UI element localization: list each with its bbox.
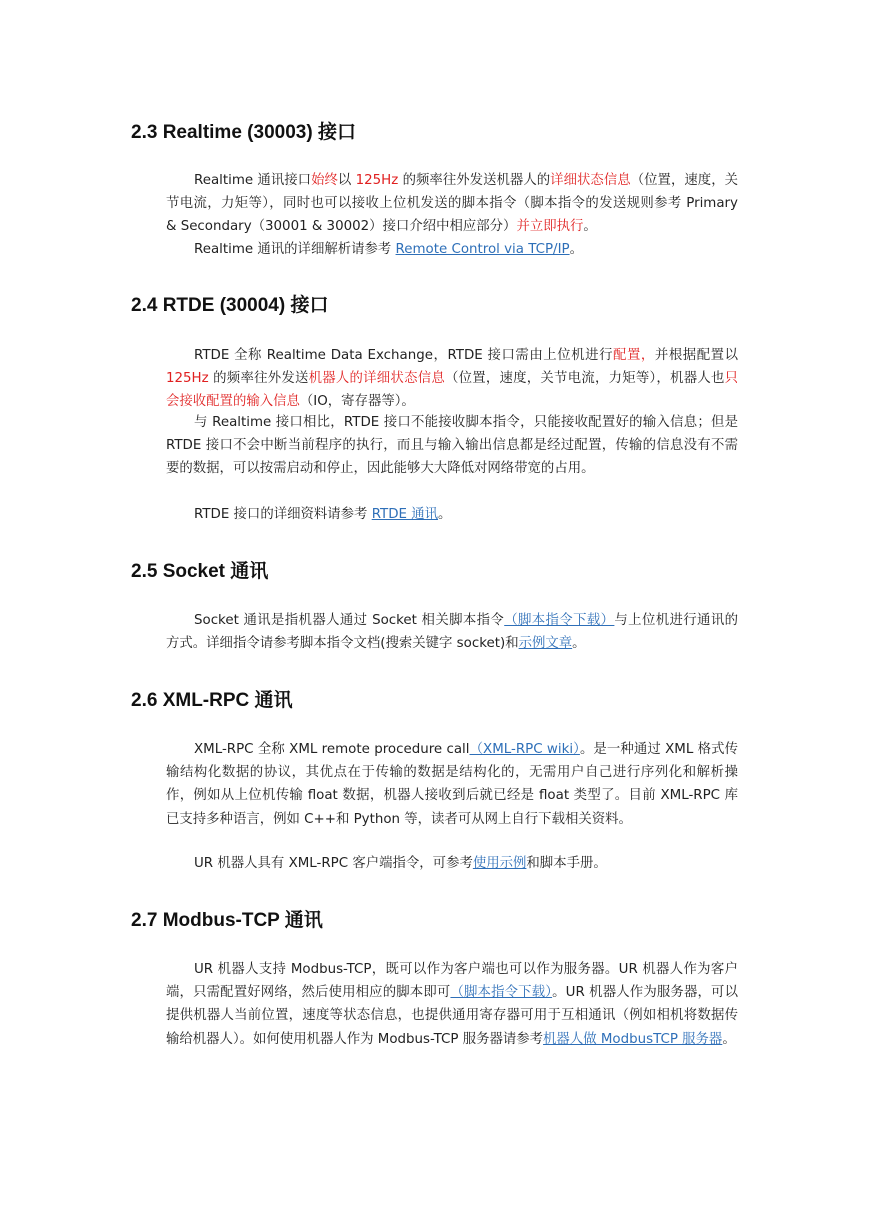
paragraph	[166, 169, 738, 239]
paragraph-text: （IO，寄存器等）。	[299, 394, 415, 410]
paragraph	[166, 503, 738, 526]
paragraph	[166, 958, 738, 1051]
inline-link[interactable]: （脚本指令下载）	[450, 985, 553, 1001]
highlighted-text: 125Hz	[355, 173, 399, 188]
section-heading: 2.5 Socket 通讯	[131, 561, 269, 582]
paragraph-text: 与上位机进行通讯的方式。详细指令请参考脚本指令文档(搜索关键字 socket)和	[166, 613, 738, 652]
paragraph-text: 和脚本手册。	[526, 856, 607, 871]
paragraph-text: UR 机器人具有 XML-RPC 客户端指令，可参考	[194, 856, 473, 871]
paragraph-text: 以	[337, 173, 356, 188]
inline-link[interactable]: （XML-RPC wiki）	[469, 742, 580, 757]
inline-link[interactable]: 机器人做 ModbusTCP 服务器	[543, 1031, 723, 1047]
paragraph-text: 的频率往外发送	[208, 371, 309, 387]
paragraph-text: （位置，速度，关节电流，力矩等），同时也可以接收上位机发送的脚本指令（脚本指令的发送规则参考 Primary & Secondary（30001 & 30002）接口介绍中相应部分）	[166, 173, 738, 235]
paragraph-text: UR 机器人支持 Modbus-TCP，既可以作为客户端也可以作为服务器。UR 机器人作为客户端，只需配置好网络，然后使用相应的脚本即可	[166, 962, 738, 1001]
section-heading: 2.4 RTDE (30004) 接口	[131, 295, 329, 316]
paragraph-text: RTDE 全称 Realtime Data Exchange，RTDE 接口需由上位机进行	[194, 348, 614, 363]
paragraph	[166, 738, 738, 831]
paragraph	[166, 238, 738, 261]
inline-link[interactable]: （脚本指令下载）	[504, 613, 615, 628]
paragraph	[166, 609, 738, 655]
paragraph-text: 并根据配置以	[654, 348, 739, 363]
paragraph-text: XML-RPC 全称 XML remote procedure call	[194, 742, 470, 757]
highlighted-text: 125Hz	[166, 371, 209, 387]
section-heading: 2.7 Modbus-TCP 通讯	[131, 910, 323, 931]
inline-link[interactable]: 示例文章	[518, 636, 573, 652]
paragraph	[166, 344, 738, 414]
paragraph-text: 。UR 机器人作为服务器，可以提供机器人当前位置，速度等状态信息，也提供通用寄存器可用于互相通讯（例如相机将数据传输给机器人）。如何使用机器人作为 Modbus-TCP 服务器请参考	[166, 985, 738, 1047]
paragraph-text: 。	[722, 1031, 736, 1047]
inline-link[interactable]: RTDE 通讯	[371, 507, 439, 522]
paragraph	[166, 852, 738, 875]
paragraph-text: Realtime 通讯的详细解析请参考	[194, 242, 396, 257]
inline-link[interactable]: Remote Control via TCP/IP	[395, 242, 570, 257]
paragraph-text: 。	[569, 242, 583, 257]
paragraph-text: 与 Realtime 接口相比，RTDE 接口不能接收脚本指令，只能接收配置好的输入信息；但是 RTDE 接口不会中断当前程序的执行，而且与输入输出信息都是经过配置，传输的信息没有不需要的数据，可以按需启动和停止，因此能够大大降低对网络带宽的占用。	[166, 415, 738, 477]
paragraph-text: 。	[438, 507, 452, 522]
highlighted-text: 配置，	[613, 348, 655, 363]
section-heading: 2.3 Realtime (30003) 接口	[131, 122, 356, 143]
highlighted-text: 始终	[311, 173, 338, 188]
paragraph	[166, 411, 738, 481]
inline-link[interactable]: 使用示例	[472, 856, 527, 871]
section-heading: 2.6 XML-RPC 通讯	[131, 690, 293, 711]
paragraph-text: RTDE 接口的详细资料请参考	[194, 507, 372, 522]
paragraph-text: 。是一种通过 XML 格式传输结构化数据的协议，其优点在于传输的数据是结构化的，无需用户自己进行序列化和解析操作，例如从上位机传输 float 数据，机器人接收到后就已经是 float 类型了。目前 XML-RPC 库已支持多种语言，例如 C++和 Python 等，读者可从网上自行下载相关资料。	[166, 742, 739, 827]
paragraph-text: （位置，速度，关节电流，力矩等），机器人也	[444, 371, 725, 387]
paragraph-text: 。	[583, 219, 597, 235]
paragraph-text: Realtime 通讯接口	[194, 173, 312, 188]
paragraph-text: 的频率往外发送机器人的	[398, 173, 551, 188]
paragraph-text: Socket 通讯是指机器人通过 Socket 相关脚本指令	[194, 613, 505, 628]
highlighted-text: 只会接收配置的输入信息	[166, 371, 739, 410]
paragraph-text: 。	[572, 636, 586, 652]
highlighted-text: 并立即执行	[516, 219, 584, 235]
highlighted-text: 详细状态信息	[550, 173, 631, 188]
highlighted-text: 机器人的详细状态信息	[308, 371, 445, 387]
